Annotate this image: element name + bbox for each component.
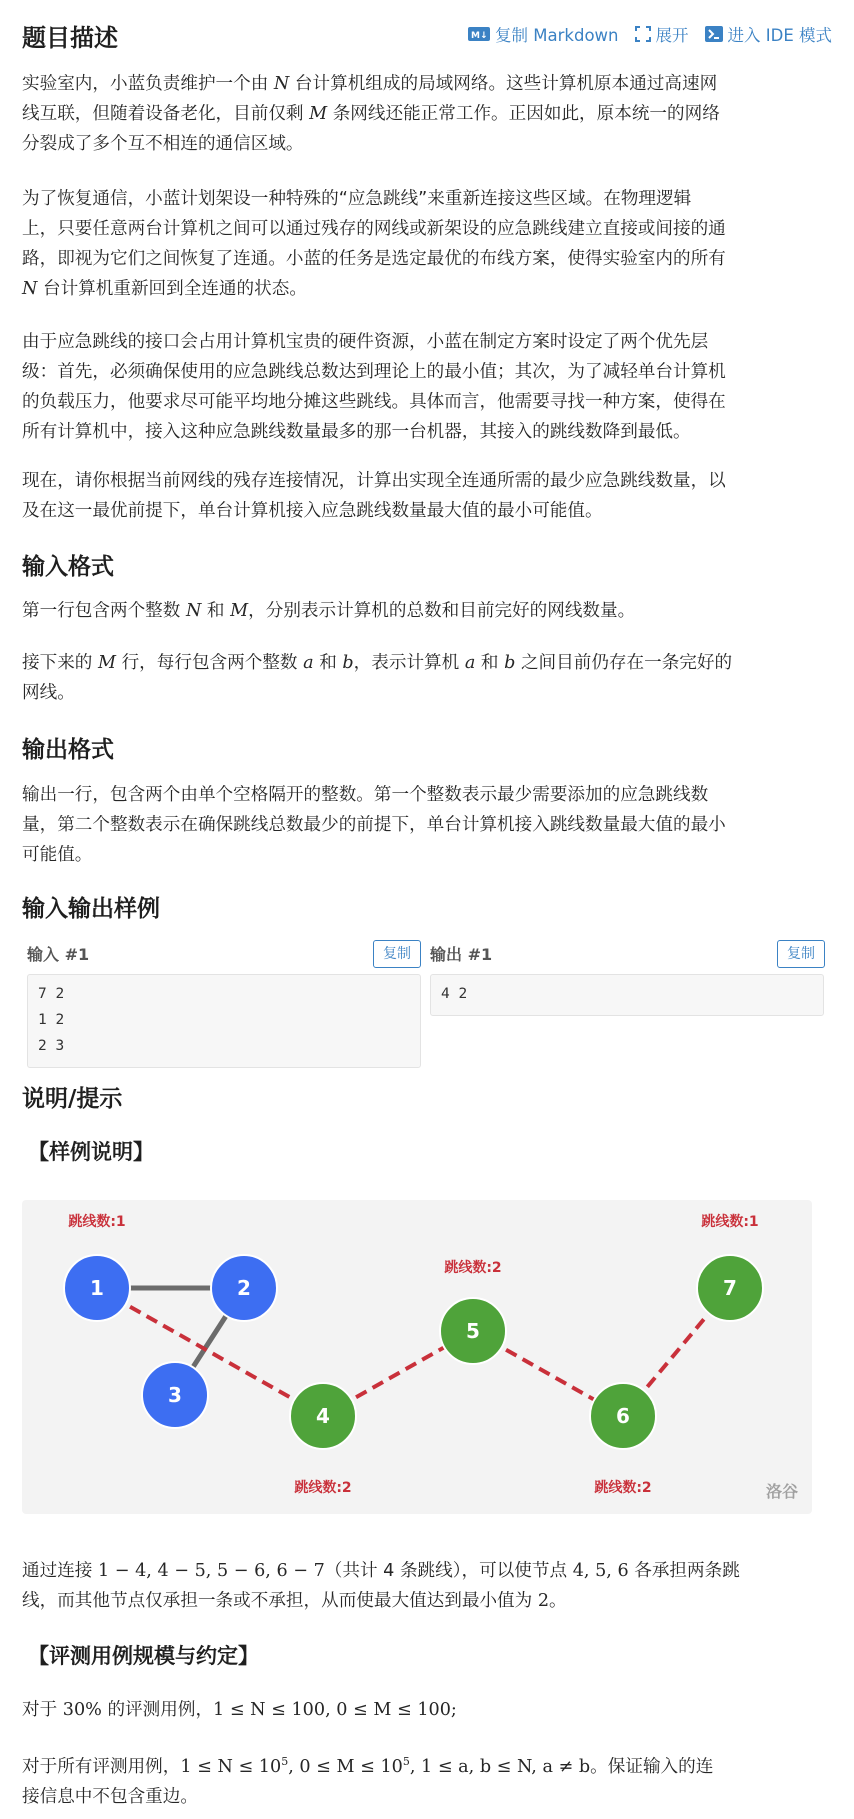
ide-mode-label: 进入 IDE 模式 (727, 26, 832, 45)
node-id-label: 4 (316, 1404, 330, 1428)
sample-output-line: 4 2 (441, 986, 468, 1002)
sample-input-label: 输入 #1 (27, 945, 90, 964)
node-id-label: 6 (616, 1404, 630, 1428)
limits-heading: 【评测用例规模与约定】 (28, 1644, 259, 1668)
markdown-icon (468, 27, 490, 41)
output-format-heading: 输出格式 (22, 737, 114, 763)
expand-icon (635, 26, 651, 42)
samples-heading: 输入输出样例 (22, 896, 160, 922)
luogu-watermark: 洛谷 (765, 1482, 798, 1501)
terminal-icon (705, 26, 723, 42)
node-id-label: 7 (723, 1276, 737, 1300)
problem-header (22, 14, 832, 54)
node-2 (211, 1255, 277, 1321)
copy-markdown-button[interactable] (468, 22, 618, 46)
sample-figure (22, 1200, 812, 1514)
ide-mode-button[interactable] (705, 22, 833, 46)
sample-input-line: 2 3 (38, 1038, 65, 1054)
jump-count-label: 跳线数:2 (444, 1260, 502, 1276)
jump-edge (97, 1288, 323, 1416)
input-format-line-2: 接下来的 M 行，每行包含两个整数 a 和 b，表示计算机 a 和 b 之间目前仍存在一条完好的 网线。 (22, 653, 733, 703)
output-format-text: 输出一行，包含两个由单个空格隔开的整数。第一个整数表示最少需要添加的应急跳线数 量，第二个整数表示在确保跳线总数最少的前提下，单台计算机接入跳线数量最大值的最小 可能值。 (22, 785, 726, 865)
input-format-line-1: 第一行包含两个整数 N 和 M，分别表示计算机的总数和目前完好的网线数量。 (22, 601, 636, 621)
copy-input-button[interactable]: 复制 (373, 940, 421, 968)
hint-heading: 说明/提示 (22, 1086, 123, 1112)
description-paragraph-2: 为了恢复通信，小蓝计划架设一种特殊的“应急跳线”来重新连接这些区域。在物理逻辑 上，只要任意两台计算机之间可以通过残存的网线或新架设的应急跳线建立直接或间接的通 路，即视为它们之间恢复了连通。小蓝的任务是选定最优的布线方案，使得实验室内的所有 N 台计算机重新回到全连通的状态。 (22, 189, 726, 299)
expand-button[interactable] (635, 22, 689, 46)
copy-markdown-label: 复制 Markdown (495, 26, 619, 45)
description-paragraph-4: 现在，请你根据当前网线的残存连接情况，计算出实现全连通所需的最少应急跳线数量，以 及在这一最优前提下，单台计算机接入应急跳线数量最大值的最小可能值。 (22, 471, 726, 521)
page-title: 题目描述 (22, 24, 118, 52)
copy-output-button[interactable]: 复制 (777, 940, 825, 968)
node-7 (697, 1255, 763, 1321)
node-id-label: 5 (466, 1319, 480, 1343)
node-5 (440, 1298, 506, 1364)
sample-explanation-text: 通过连接 1 − 4, 4 − 5, 5 − 6, 6 − 7（共计 4 条跳线），可以使节点 4, 5, 6 各承担两条跳 线，而其他节点仅承担一条或不承担，从而使最大值达到最小值为 2。 (22, 1561, 740, 1611)
limits-line-2: 对于所有评测用例，$1 \le N \le 10^5$, $0 \le M \le 10^5$, 1 ≤ a, b ≤ N, a ≠ b。保证输入的连 接信息中不包含重边。 (22, 1755, 714, 1807)
input-format-heading: 输入格式 (22, 554, 114, 580)
svg-text:M↓: M↓ (471, 31, 488, 41)
node-3 (142, 1362, 208, 1428)
description-paragraph-3: 由于应急跳线的接口会占用计算机宝贵的硬件资源，小蓝在制定方案时设定了两个优先层 级：首先，必须确保使用的应急跳线总数达到理论上的最小值；其次，为了减轻单台计算机 的负载压力，他要求尽可能平均地分摊这些跳线。具体而言，他需要寻找一种方案，使得在 所有计算机中，接入这种应急跳线数量最多的那一台机器，其接入的跳线数降到最低。 (22, 332, 726, 442)
jump-count-label: 跳线数:1 (68, 1214, 126, 1230)
node-4 (290, 1383, 356, 1449)
node-6 (590, 1383, 656, 1449)
node-id-label: 2 (237, 1276, 251, 1300)
sample-output-label: 输出 #1 (430, 945, 493, 964)
jump-count-label: 跳线数:1 (701, 1214, 759, 1230)
sample-explanation-heading: 【样例说明】 (28, 1140, 154, 1164)
node-id-label: 3 (168, 1383, 182, 1407)
jump-count-label: 跳线数:2 (594, 1480, 652, 1496)
sample-input-line: 7 2 (38, 986, 65, 1002)
graph-diagram (22, 1200, 812, 1514)
header-actions (468, 22, 832, 46)
jump-count-label: 跳线数:2 (294, 1480, 352, 1496)
node-1 (64, 1255, 130, 1321)
node-id-label: 1 (90, 1276, 104, 1300)
sample-input-box[interactable] (27, 974, 421, 1068)
expand-label: 展开 (655, 26, 689, 45)
description-paragraph-1: 实验室内，小蓝负责维护一个由 N 台计算机组成的局域网络。这些计算机原本通过高速网 线互联，但随着设备老化，目前仅剩 M 条网线还能正常工作。正因如此，原本统一的网络 分裂成了多个互不相连的通信区域。 (22, 74, 720, 154)
sample-input-line: 1 2 (38, 1012, 65, 1028)
sample-output-box[interactable] (430, 974, 824, 1016)
limits-line-1: 对于 30% 的评测用例，1 ≤ N ≤ 100, 0 ≤ M ≤ 100; (22, 1700, 457, 1720)
